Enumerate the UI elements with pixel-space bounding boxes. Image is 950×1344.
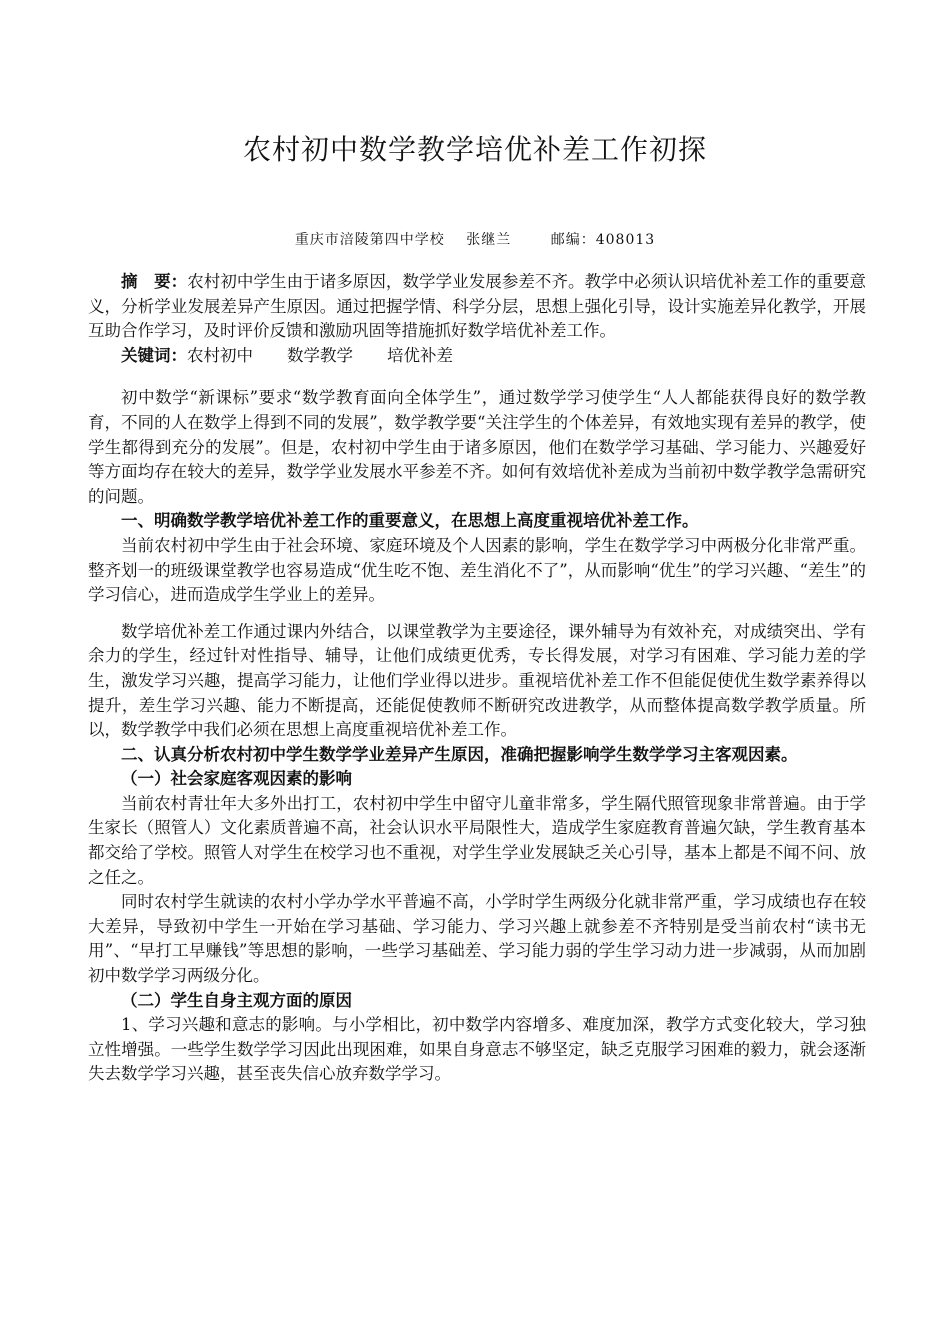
keywords-label: 关键词： [121,345,187,365]
paragraph: 数学培优补差工作通过课内外结合，以课堂教学为主要途径，课外辅导为有效补充，对成绩突出、学有余力的学生，经过针对性指导、辅导，让他们成绩更优秀，专长得发展，对学习有困难、学习能力差的学生，激发学习兴趣，提高学习能力，让他们学业得以进步。重视培优补差工作不但能促使优生数学素养得以提升，差生学习兴趣、能力不断提高，还能促使教师不断研究改进教学，从而整体提高数学教学质量。所以，数学教学中我们必须在思想上高度重视培优补差工作。 [88,621,866,740]
author-school: 重庆市涪陵第四中学校 [294,232,445,248]
paragraph: 同时农村学生就读的农村小学办学水平普遍不高，小学时学生两级分化就非常严重，学习成绩也存在较大差异，导致初中学生一开始在学习基础、学习能力、学习兴趣上就参差不齐特别是受当前农村“读书无用”、“早打工早赚钱”等思想的影响，一些学习基础差、学习能力弱的学生学习动力进一步减弱，从而加剧初中数学学习两级分化。 [88,892,866,986]
keywords [88,344,866,369]
page-title: 农村初中数学教学培优补差工作初探 [242,133,707,166]
abstract-text: 农村初中学生由于诸多原因，数学学业发展参差不齐。教学中必须认识培优补差工作的重要意义，分析学业发展差异产生原因。通过把握学情、科学分层，思想上强化引导，设计实施差异化教学，开展互助合作学习，及时评价反馈和激励巩固等措施抓好数学培优补差工作。 [88,272,867,341]
section-heading-2: 二、认真分析农村初中学生数学学业差异产生原因，准确把握影响学生数学学习主客观因素。 [121,744,798,764]
abstract-label: 摘 要： [121,272,188,291]
author-name: 张继兰 [466,232,512,248]
keyword-item: 农村初中 [187,345,253,365]
paragraph: 1、学习兴趣和意志的影响。与小学相比，初中数学内容增多、难度加深，教学方式变化较大，学习独立性增强。一些学生数学学习因此出现困难，如果自身意志不够坚定，缺乏克服学习困难的毅力，就会逐渐失去数学学习兴趣，甚至丧失信心放弃数学学习。 [88,1015,866,1084]
subsection-heading-2: （二）学生自身主观方面的原因 [121,990,352,1010]
author-postcode: 邮编：408013 [550,232,656,248]
article-body [88,270,866,1087]
section-heading-1: 一、明确数学教学培优补差工作的重要意义，在思想上高度重视培优补差工作。 [121,511,699,531]
paragraph-intro: 初中数学“新课标”要求“数学教育面向全体学生”，通过数学学习使学生“人人都能获得良好的数学教育，不同的人在数学上得到不同的发展”，数学教学要“关注学生的个体差异，有效地实现有差异的教学，使学生都得到充分的发展”。但是，农村初中学生由于诸多原因，他们在数学学习基础、学习能力、兴趣爱好等方面均存在较大的差异，数学学业发展水平参差不齐。如何有效培优补差成为当前初中数学教学急需研究的问题。 [88,388,866,506]
paragraph: 当前农村初中学生由于社会环境、家庭环境及个人因素的影响，学生在数学学习中两极分化非常严重。整齐划一的班级课堂教学也容易造成“优生吃不饱、差生消化不了”，从而影响“优生”的学习兴趣、“差生”的学习信心，进而造成学生学业上的差异。 [88,535,866,605]
keyword-item: 数学教学 [287,345,353,365]
author-line [0,229,950,249]
paragraph: 当前农村青壮年大多外出打工，农村初中学生中留守儿童非常多，学生隔代照管现象非常普遍。由于学生家长（照管人）文化素质普遍不高，社会认识水平局限性大，造成学生家庭教育普遍欠缺，学生教育基本都交给了学校。照管人对学生在校学习也不重视，对学生学业发展缺乏关心引导，基本上都是不闻不问、放之任之。 [88,793,866,887]
subsection-heading-1: （一）社会家庭客观因素的影响 [121,769,352,789]
abstract [88,270,866,344]
keyword-item: 培优补差 [387,345,453,365]
